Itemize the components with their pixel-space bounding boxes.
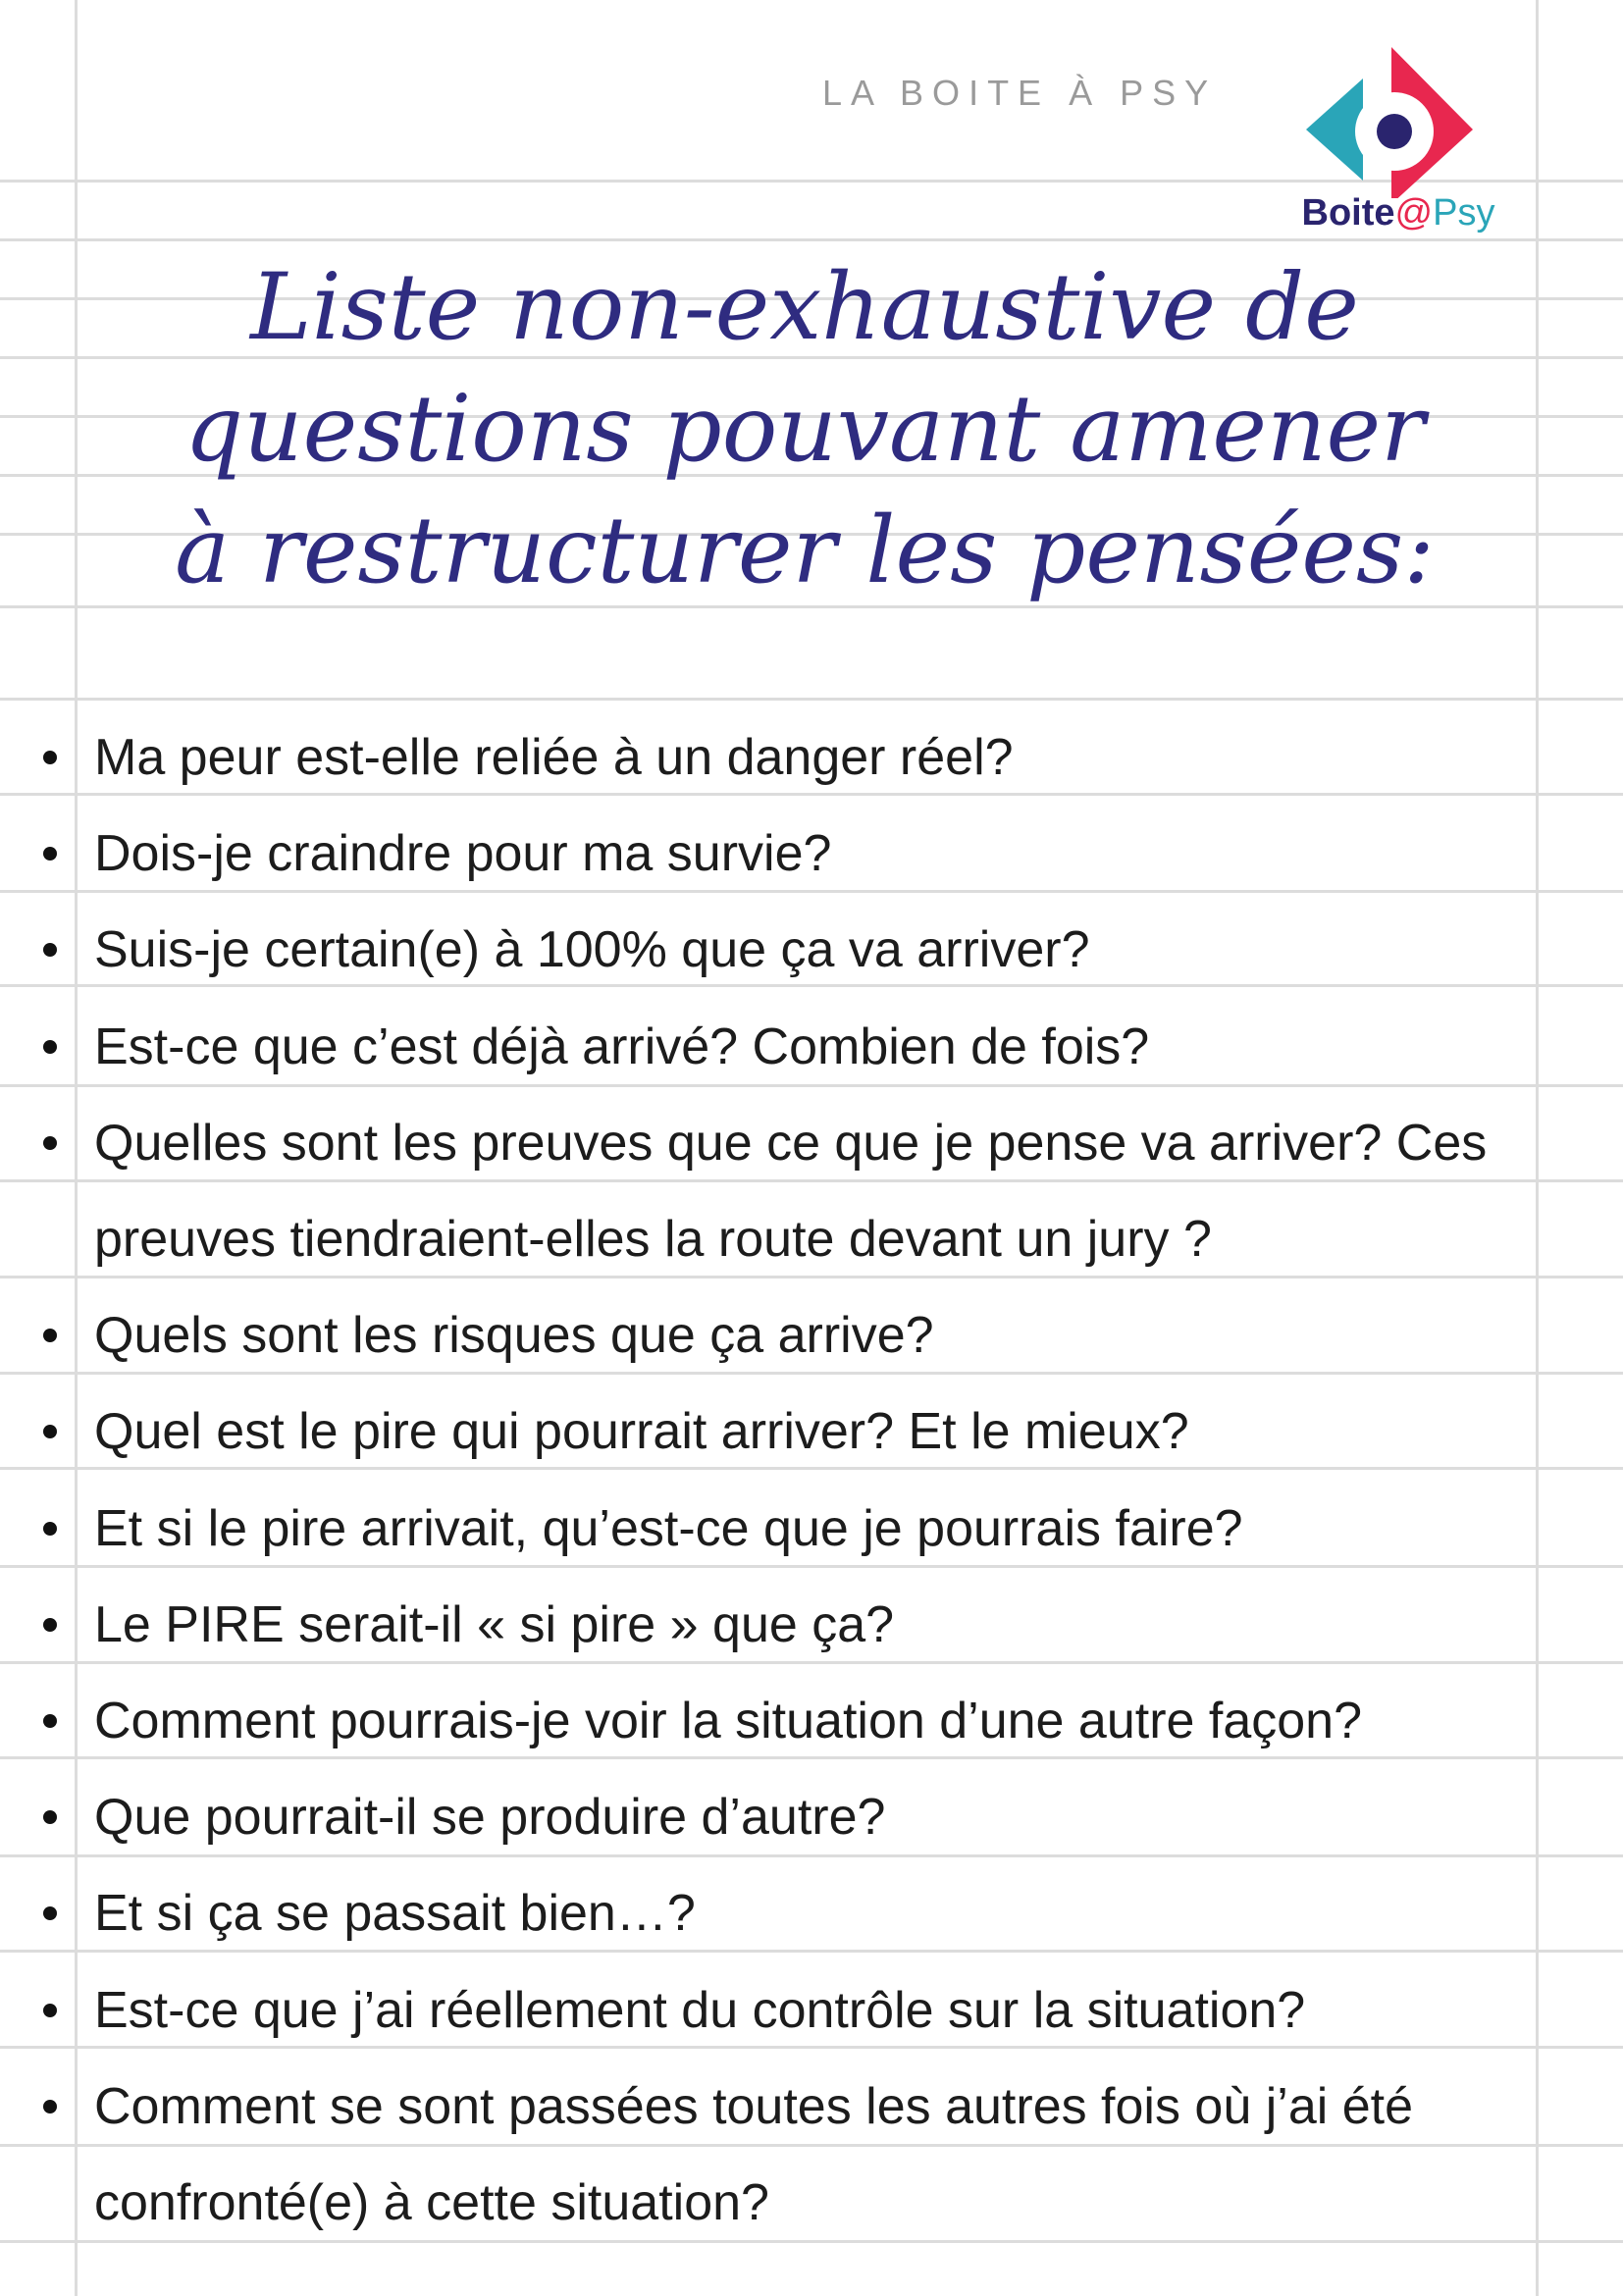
- paper-rule-line: [0, 1276, 1623, 1278]
- bullet-icon: [43, 1136, 57, 1150]
- logo-text-boite: Boite: [1301, 192, 1395, 234]
- paper-rule-line: [0, 1467, 1623, 1470]
- paper-rule-line: [0, 698, 1623, 701]
- paper-rule-line: [0, 2240, 1623, 2243]
- paper-rule-line: [0, 2046, 1623, 2049]
- bullet-icon: [43, 2100, 57, 2113]
- question-text: Ma peur est-elle reliée à un danger réel?: [94, 729, 1014, 786]
- question-text: Suis-je certain(e) à 100% que ça va arriver?: [94, 921, 1090, 979]
- logo-text-at: @: [1394, 192, 1434, 234]
- bullet-icon: [43, 751, 57, 764]
- paper-rule-line: [0, 1854, 1623, 1857]
- paper-rule-line: [0, 2144, 1623, 2147]
- paper-rule-line: [0, 1565, 1623, 1568]
- question-text: Quelles sont les preuves que ce que je pense va arriver? Ces: [94, 1114, 1488, 1172]
- logo-mark-icon: [1300, 41, 1496, 198]
- question-text: Comment pourrais-je voir la situation d’une autre façon?: [94, 1693, 1363, 1749]
- logo-wordmark: [1300, 192, 1496, 235]
- paper-rule-line: [0, 1661, 1623, 1664]
- brand-text: LA BOITE À PSY: [822, 73, 1218, 113]
- bullet-icon: [43, 1618, 57, 1632]
- question-text: Est-ce que c’est déjà arrivé? Combien de fois?: [94, 1018, 1150, 1075]
- logo-text-psy: Psy: [1433, 192, 1495, 234]
- paper-rule-line: [0, 1756, 1623, 1759]
- paper-rule-line: [0, 890, 1623, 893]
- question-text: Comment se sont passées toutes les autres fois où j’ai été: [94, 2077, 1414, 2135]
- question-text: Et si le pire arrivait, qu’est-ce que je pourrais faire?: [94, 1499, 1243, 1557]
- bullet-icon: [43, 1040, 57, 1054]
- question-text: Et si ça se passait bien…?: [94, 1885, 696, 1943]
- question-text: Que pourrait-il se produire d’autre?: [94, 1789, 886, 1847]
- page-title: [118, 247, 1492, 612]
- question-text: Quel est le pire qui pourrait arriver? Et le mieux?: [94, 1403, 1189, 1461]
- title-line-1: Liste non-exhaustive de: [250, 254, 1359, 361]
- question-text: preuves tiendraient-elles la route devant un jury ?: [94, 1211, 1212, 1268]
- title-line-3: à restructurer les pensées:: [175, 497, 1435, 604]
- paper-rule-line: [0, 1179, 1623, 1182]
- paper-rule-line: [0, 1372, 1623, 1375]
- bullet-icon: [43, 2004, 57, 2017]
- question-text: Dois-je craindre pour ma survie?: [94, 825, 832, 883]
- question-text: Le PIRE serait-il « si pire » que ça?: [94, 1595, 895, 1653]
- title-line-2: questions pouvant amener: [183, 376, 1426, 483]
- paper-margin-line: [75, 0, 78, 2296]
- question-text: Quels sont les risques que ça arrive?: [94, 1307, 934, 1365]
- paper-rule-line: [0, 1084, 1623, 1087]
- paper-rule-line: [0, 1950, 1623, 1953]
- paper-rule-line: [0, 793, 1623, 796]
- bullet-icon: [43, 1714, 57, 1728]
- question-text: confronté(e) à cette situation?: [94, 2174, 769, 2231]
- question-text: Est-ce que j’ai réellement du contrôle sur la situation?: [94, 1981, 1306, 2039]
- bullet-icon: [43, 1522, 57, 1536]
- paper-rule-line: [0, 984, 1623, 987]
- paper-margin-line: [1536, 0, 1539, 2296]
